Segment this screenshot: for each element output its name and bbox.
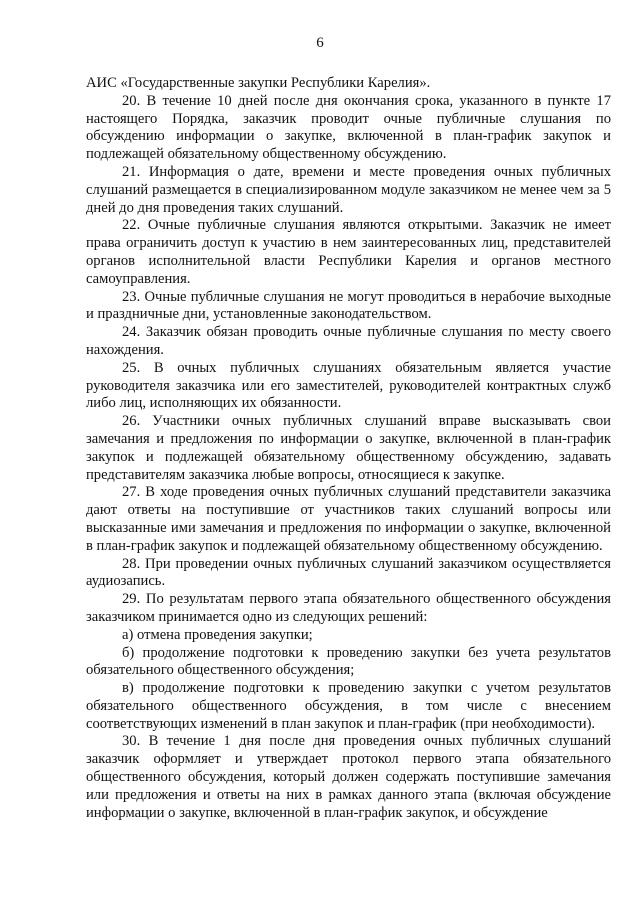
paragraph-item-22: 22. Очные публичные слушания являются открытыми. Заказчик не имеет права ограничить доступ к участию в нем заинтересованных лиц, представителей органов исполнительной власти Республики Карелия и органов местного самоуправления.: [86, 217, 611, 287]
document-body: [86, 75, 611, 822]
paragraph-item-25: 25. В очных публичных слушаниях обязательным является участие руководителя заказчика или его заместителей, руководителей контрактных служб либо лиц, исполняющих их обязанности.: [86, 359, 611, 412]
page-number: 6: [316, 35, 324, 51]
paragraph-item-30: 30. В течение 1 дня после дня проведения очных публичных слушаний заказчик оформляет и утверждает протокол первого этапа обязательного общественного обсуждения, который должен содержать поступившие замечания или предложения и ответы на них в рамках данного этапа (включая обсуждение информации о закупке, включенной в план-график закупок, и обсуждение: [86, 733, 611, 821]
paragraph-item-24: 24. Заказчик обязан проводить очные публичные слушания по месту своего нахождения.: [86, 324, 611, 358]
paragraph-item-21: 21. Информация о дате, времени и месте проведения очных публичных слушаний размещается в специализированном модуле заказчиком не менее чем за 5 дней до дня проведения таких слушаний.: [86, 163, 611, 216]
paragraph-continuation: АИС «Государственные закупки Республики Карелия».: [86, 75, 431, 91]
paragraph-item-27: 27. В ходе проведения очных публичных слушаний представители заказчика дают ответы на поступившие от участников таких слушаний вопросы или высказанные ими замечания и предложения по информации о закупке, включенной в план-график закупок и подлежащей обязательному общественному обсуждению.: [86, 484, 611, 554]
paragraph-item-28: 28. При проведении очных публичных слушаний заказчиком осуществляется аудиозапись.: [86, 555, 611, 590]
subitem-b: б) продолжение подготовки к проведению закупки без учета результатов обязательного общественного обсуждения;: [86, 644, 611, 679]
subitem-v: в) продолжение подготовки к проведению закупки с учетом результатов обязательного общественного обсуждения, в том числе с внесением соответствующих изменений в план закупок и план-график (при необходимости).: [86, 680, 611, 732]
paragraph-item-26: 26. Участники очных публичных слушаний вправе высказывать свои замечания и предложения по информации о закупке, включенной в план-график закупок и подлежащей обязательному общественному обсуждению, задавать представителям заказчика любые вопросы, относящиеся к закупке.: [86, 413, 611, 483]
paragraph-item-20: 20. В течение 10 дней после дня окончания срока, указанного в пункте 17 настоящего Порядка, заказчик проводит очные публичные слушания по обсуждению информации о закупке, включенной в план-график закупок и подлежащей обязательному общественному обсуждению.: [86, 92, 611, 163]
subitem-a: а) отмена проведения закупки;: [122, 626, 313, 643]
paragraph-item-29: 29. По результатам первого этапа обязательного общественного обсуждения заказчиком принимается одно из следующих решений:: [86, 591, 611, 625]
paragraph-item-23: 23. Очные публичные слушания не могут проводиться в нерабочие выходные и праздничные дни, установленные законодательством.: [86, 288, 611, 323]
